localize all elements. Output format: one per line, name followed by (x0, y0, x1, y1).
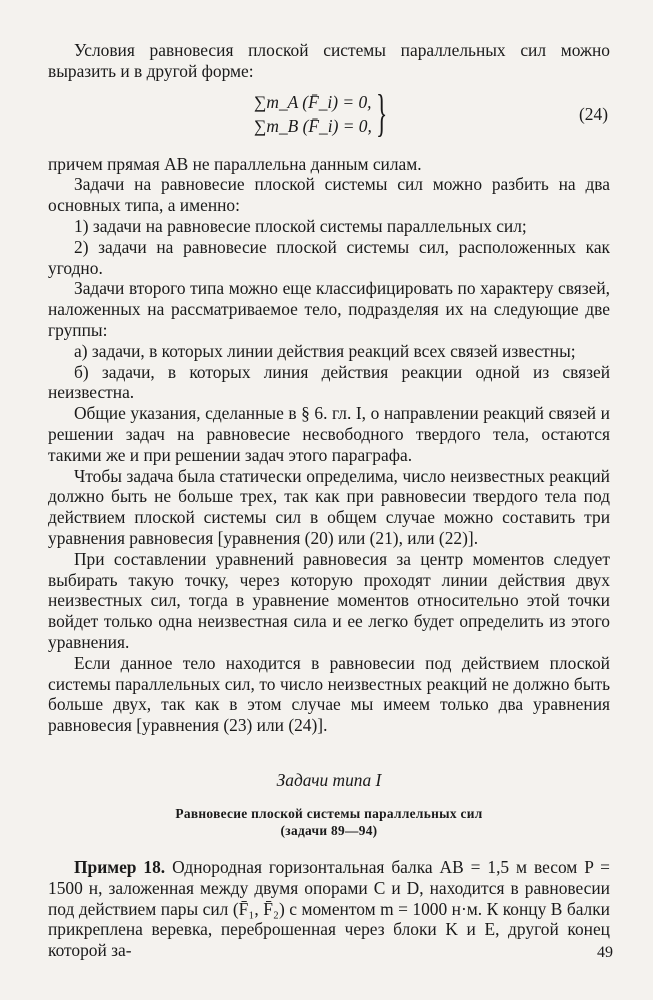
page-number: 49 (597, 944, 613, 961)
section-problems: (задачи 89—94) (280, 822, 378, 838)
section-title: Задачи типа I (276, 769, 382, 790)
paragraph-4: 2) задачи на равновесие плоской системы сил, расположенных как угодно. (48, 236, 610, 278)
formula-24 (48, 84, 610, 150)
formula-line-2: ∑m_B (F̄_i) = 0, (254, 115, 372, 136)
paragraph-10: При составлении уравнений равновесия за центр моментов следует выбирать такую точку, через которую проходят линии действия двух неизвестных сил, тогда в уравнение моментов относительно этой точки войдет только одна неизвестная сила и ее легко будет определить из этого уравнения. (48, 548, 610, 652)
paragraph-9: Чтобы задача была статически определима, число неизвестных реакций должно быть не больше трех, так как при равновесии твердого тела под действием плоской системы сил в общем случае можно составить три уравнения равновесия [уравнения (20) или (21), или (22)]. (48, 465, 610, 548)
paragraph-11: Если данное тело находится в равновесии под действием плоской системы параллельных сил, то число неизвестных реакций не должно быть больше двух, так как в этом случае мы имеем только два уравнения равновесия [уравнения (23) или (24)]. (48, 652, 610, 736)
example-text: Однородная горизонтальная балка AB = 1,5 м весом P = 1500 н, заложенная между двумя опорами C и D, находится в равновесии под действием пары сил (F̄₁, F̄₂) с моментом m = 1000 н·м. К концу B балки прикреплена веревка, переброшенная через блоки K и E, другой конец которой за- (48, 856, 610, 961)
page-body (48, 40, 610, 961)
paragraph-6: а) задачи, в которых линии действия реакций всех связей известны; (74, 340, 576, 361)
paragraph-5: Задачи второго типа можно еще классифицировать по характеру связей, наложенных на рассматриваемое тело, подразделяя их на следующие две группы: (48, 278, 610, 340)
formula-line-1: ∑m_A (F̄_i) = 0, (254, 91, 372, 112)
paragraph-8: Общие указания, сделанные в § 6. гл. I, о направлении реакций связей и решении задач на равновесие несвободного твердого тела, остаются такими же и при решении задач этого параграфа. (48, 403, 610, 465)
formula-number: (24) (579, 103, 608, 124)
paragraph-intro: Условия равновесия плоской системы параллельных сил можно выразить и в другой форме: (48, 40, 610, 81)
example-label: Пример 18. (74, 856, 166, 877)
right-brace: } (376, 84, 388, 142)
section-subtitle: Равновесие плоской системы параллельных сил (175, 805, 483, 821)
paragraph-1: причем прямая AB не параллельна данным силам. (48, 153, 422, 174)
paragraph-7: б) задачи, в которых линия действия реакции одной из связей неизвестна. (48, 361, 610, 403)
example-paragraph (48, 857, 610, 961)
paragraph-2: Задачи на равновесие плоской системы сил можно разбить на два основных типа, а именно: (48, 174, 610, 216)
paragraph-3: 1) задачи на равновесие плоской системы параллельных сил; (74, 215, 527, 236)
formula-equations (254, 90, 372, 138)
